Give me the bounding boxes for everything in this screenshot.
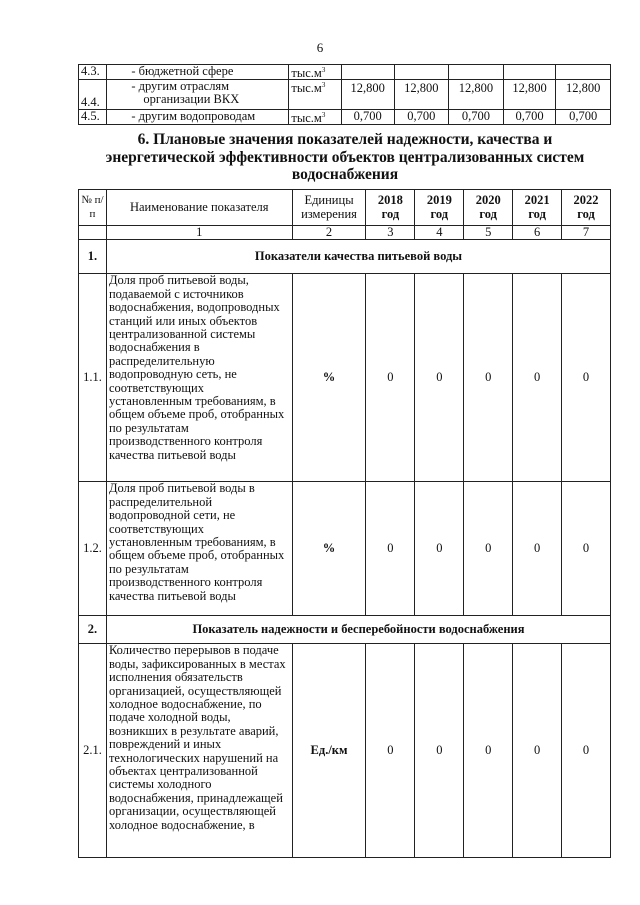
section-heading: 6. Плановые значения показателей надежности, качества и энергетической эффективности объектов централизованных систем водоснабжения (105, 131, 585, 183)
row-number: 4.4. (79, 80, 107, 110)
value-cell: 12,800 (449, 80, 504, 110)
row-name: Доля проб питьевой воды, подаваемой с источников водоснабжения, водопроводных станций или иных объектов централизованной системы водоснабжения в распределительную водопроводную сеть, не соответствующих установленным требованиям, в общем объеме проб, отобранных по результатам производственного контроля качества питьевой воды (106, 274, 292, 482)
row-unit: $тыс.м^3$ (289, 80, 342, 110)
value-cell: 0 (415, 644, 464, 858)
row-name: - другим отраслям организации ВКХ (107, 80, 289, 110)
header-year: 2020 год (464, 190, 513, 226)
row-name: Доля проб питьевой воды в распределительной водопроводной сети, не соответствующих установленным требованиям, в общем объеме проб, отобранных по результатам производственного контроля качества питьевой воды (106, 482, 292, 616)
header-unit: Единицы измерения (292, 190, 366, 226)
value-cell: 0,700 (556, 110, 611, 125)
col-number: 3 (366, 226, 415, 240)
value-cell: 0 (562, 644, 611, 858)
col-number: 7 (562, 226, 611, 240)
row-unit: % (292, 274, 366, 482)
row-number: 2.1. (79, 644, 107, 858)
value-cell: 0 (415, 482, 464, 616)
section-number: 2. (79, 616, 107, 644)
value-cell: 12,800 (341, 80, 394, 110)
header-num: № п/п (79, 190, 107, 226)
row-unit: Ед./км (292, 644, 366, 858)
col-number: 1 (106, 226, 292, 240)
value-cell: 0,700 (449, 110, 504, 125)
value-cell: 0 (366, 482, 415, 616)
table-row (79, 65, 611, 80)
row-unit: $тыс.м^3$ (289, 110, 342, 125)
value-cell (556, 65, 611, 80)
header-year: 2022 год (562, 190, 611, 226)
row-name: Количество перерывов в подаче воды, зафиксированных в местах исполнения обязательств организацией, осуществляющей холодное водоснабжение, по подаче холодной воды, возникших в результате аварий, повреждений и иных технологических нарушений на объектах централизованной системы холодного водоснабжения, принадлежащей организации, осуществляющей холодное водоснабжение, в (106, 644, 292, 858)
value-cell: 0 (464, 644, 513, 858)
value-cell (341, 65, 394, 80)
value-cell: 0 (562, 274, 611, 482)
row-unit: $тыс.м^3$ (289, 65, 342, 80)
row-number: 1.2. (79, 482, 107, 616)
value-cell: 12,800 (503, 80, 556, 110)
value-cell: 0 (513, 644, 562, 858)
section-row (79, 240, 611, 274)
row-number: 4.3. (79, 65, 107, 80)
top-table (78, 64, 611, 125)
col-number: 6 (513, 226, 562, 240)
value-cell: 12,800 (556, 80, 611, 110)
row-number: 1.1. (79, 274, 107, 482)
value-cell (449, 65, 504, 80)
section-title: Показатель надежности и бесперебойности водоснабжения (106, 616, 610, 644)
value-cell: 0,700 (341, 110, 394, 125)
header-year: 2018 год (366, 190, 415, 226)
row-name: - другим водопроводам (107, 110, 289, 125)
header-row (79, 190, 611, 226)
table-row (79, 110, 611, 125)
value-cell: 0 (513, 482, 562, 616)
value-cell: 0 (464, 482, 513, 616)
section-number: 1. (79, 240, 107, 274)
page-number: 6 (316, 40, 324, 55)
col-number: 2 (292, 226, 366, 240)
value-cell: 0 (366, 644, 415, 858)
value-cell (394, 65, 449, 80)
indicators-table (78, 189, 611, 858)
value-cell: 0 (366, 274, 415, 482)
col-number: 4 (415, 226, 464, 240)
table-row (79, 80, 611, 110)
value-cell: 0 (562, 482, 611, 616)
value-cell: 0 (415, 274, 464, 482)
section-title: Показатели качества питьевой воды (106, 240, 610, 274)
row-unit: % (292, 482, 366, 616)
section-row (79, 616, 611, 644)
header-year: 2019 год (415, 190, 464, 226)
row-number: 4.5. (79, 110, 107, 125)
value-cell: 0,700 (394, 110, 449, 125)
header-name: Наименование показателя (106, 190, 292, 226)
col-number: 5 (464, 226, 513, 240)
row-name: - бюджетной сфере (107, 65, 289, 80)
value-cell: 12,800 (394, 80, 449, 110)
value-cell (503, 65, 556, 80)
table-row (79, 644, 611, 858)
value-cell: 0 (513, 274, 562, 482)
value-cell: 0,700 (503, 110, 556, 125)
table-row (79, 482, 611, 616)
table-row (79, 274, 611, 482)
header-year: 2021 год (513, 190, 562, 226)
value-cell: 0 (464, 274, 513, 482)
column-numbers-row (79, 226, 611, 240)
